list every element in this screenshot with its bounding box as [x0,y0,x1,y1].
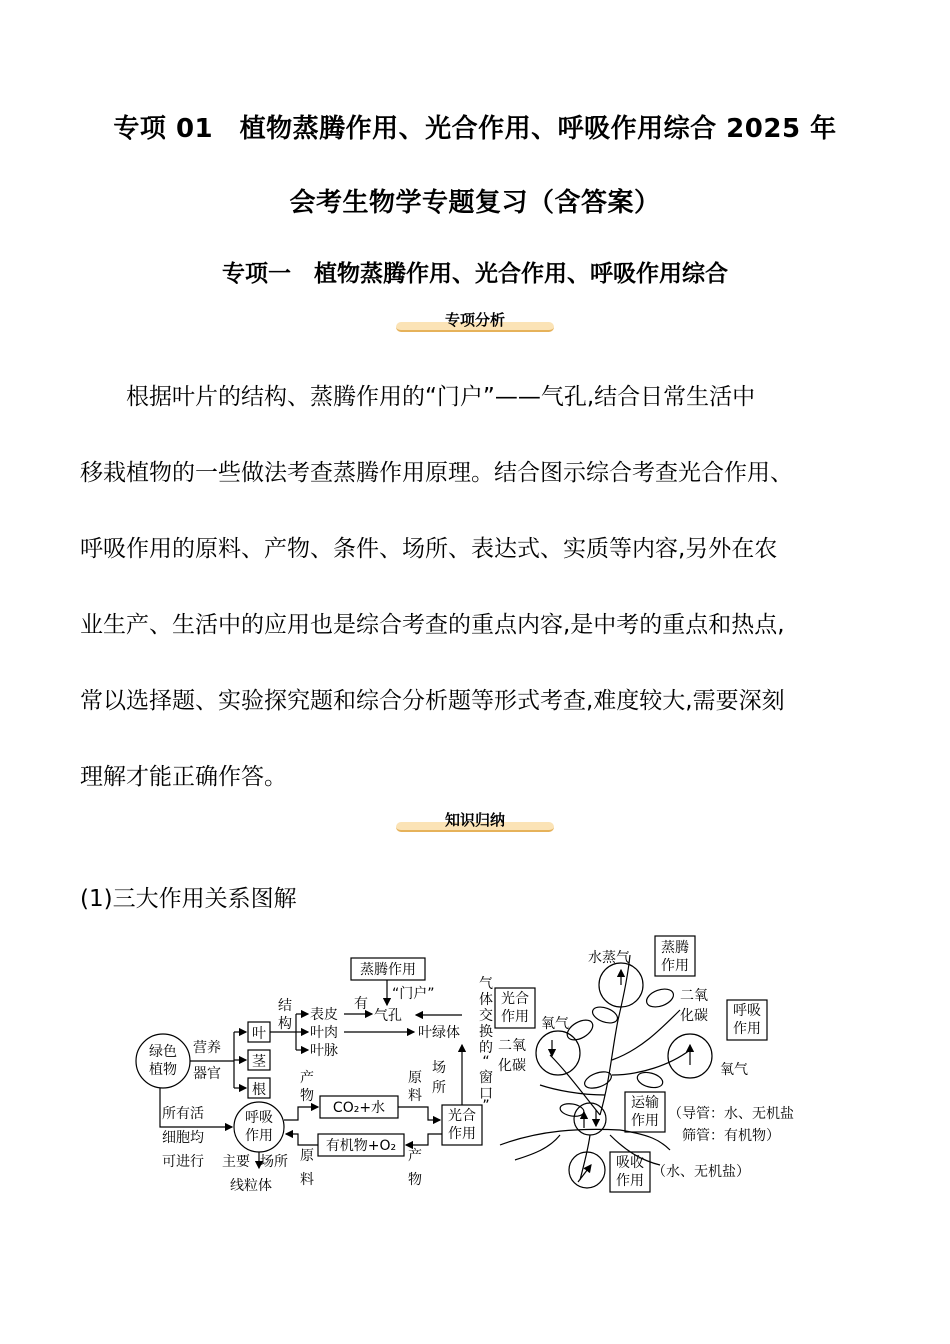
product-label-left-1: 产 [300,1070,314,1086]
window-char: 交 [479,1008,493,1024]
window-char: 气 [479,976,493,992]
main-place-label-1: 主要 [222,1154,250,1170]
analysis-badge-label: 专项分析 [444,311,505,329]
place-label-1: 场 [432,1060,446,1076]
window-char: “ [482,1054,490,1070]
absorb-label-1: 吸收 [616,1155,644,1171]
nutrition-label-1: 营养 [193,1040,221,1056]
photosynthesis-label-2: 作用 [448,1126,476,1142]
co2-label-left-1: 二氧 [498,1038,526,1054]
raw-label-right-1: 原 [408,1070,422,1086]
transpiration-label: 蒸腾作用 [360,962,416,978]
window-char: 体 [479,992,493,1008]
co2-label-left-2: 化碳 [498,1058,526,1074]
raw-label-left-1: 原 [300,1148,314,1164]
photosynthesis-label-1: 光合 [448,1108,476,1124]
paragraph-line: 理解才能正确作答。 [80,764,287,790]
window-char: 的 [479,1040,493,1056]
all-cells-label-2: 细胞均 [162,1130,204,1146]
respiration-right-label-1: 呼吸 [733,1003,761,1019]
transport-label-1: 运输 [631,1095,659,1111]
green-plant-label-2: 植物 [149,1062,177,1078]
respiration-label-2: 作用 [245,1128,273,1144]
product-label-right-1: 产 [408,1148,422,1164]
transpiration-right-label-b: 作用 [661,958,689,974]
transport-label-2: 作用 [631,1113,659,1129]
window-char: 窗 [479,1070,493,1086]
paragraph-line: 根据叶片的结构、蒸腾作用的“门户”——气孔,结合日常生活中 [80,384,756,410]
raw-label-left-2: 料 [300,1172,314,1188]
photosynthesis-right-label-2: 作用 [501,1009,529,1025]
green-plant-circle [136,1034,190,1088]
co2-water-label: CO₂+水 [332,1100,386,1116]
has-label: 有 [354,996,368,1012]
knowledge-badge-label: 知识归纳 [444,811,505,829]
document-title-line-2: 会考生物学专题复习（含答案） [289,188,661,218]
raw-label-right-2: 料 [408,1088,422,1104]
co2-label-right-1: 二氧 [680,988,708,1004]
plant-stem [600,955,630,1115]
chloroplast-label: 叶绿体 [418,1025,460,1041]
product-label-left-2: 物 [300,1088,314,1104]
oxygen-label-left: 氧气 [541,1016,569,1032]
all-cells-label-1: 所有活 [162,1106,204,1122]
paragraph-line: 常以选择题、实验探究题和综合分析题等形式考查,难度较大,需要深刻 [80,688,785,714]
co2-label-right-2: 化碳 [680,1008,708,1024]
vapor-label: 水蒸气 [588,950,630,966]
root-label: 根 [252,1082,266,1098]
paragraph-line: 移栽植物的一些做法考查蒸腾作用原理。结合图示综合考查光合作用、 [80,460,793,486]
structure-label-2: 构 [278,1016,292,1032]
respiration-right-label-2: 作用 [733,1021,761,1037]
main-place-label-2: 场所 [260,1154,288,1170]
oxygen-label-right: 氧气 [720,1062,748,1078]
transpiration-right-label-a: 蒸腾 [661,940,689,956]
mesophyll-label: 叶肉 [310,1025,338,1041]
paragraph-line: 业生产、生活中的应用也是综合考查的重点内容,是中考的重点和热点, [80,612,785,638]
door-label: “门户” [392,986,435,1002]
stoma-label: 气孔 [374,1008,402,1024]
window-char: ” [482,1098,490,1114]
section-heading: (1)三大作用关系图解 [80,886,297,912]
vein-label: 叶脉 [310,1043,338,1059]
leaf-label: 叶 [252,1026,266,1042]
transport-note-2: 筛管：有机物） [682,1128,780,1144]
window-char: 换 [479,1024,493,1040]
mitochondria-label: 线粒体 [230,1178,272,1194]
photosynthesis-leaf-circle [536,1031,580,1075]
transport-note-1: （导管：水、无机盐 [668,1106,794,1122]
document-title-line-1: 专项 01 植物蒸腾作用、光合作用、呼吸作用综合 2025 年 [113,114,837,144]
structure-label-1: 结 [278,998,292,1014]
section-subtitle: 专项一 植物蒸腾作用、光合作用、呼吸作用综合 [222,261,728,287]
all-cells-label-3: 可进行 [162,1154,204,1170]
window-char: 口 [479,1086,493,1102]
respiration-label-1: 呼吸 [245,1110,273,1126]
absorb-label-2: 作用 [616,1173,644,1189]
photosynthesis-right-label-1: 光合 [501,991,529,1007]
stem-label: 茎 [252,1054,266,1070]
organic-o2-label: 有机物+O₂ [325,1138,397,1154]
nutrition-label-2: 器官 [193,1066,221,1082]
paragraph-line: 呼吸作用的原料、产物、条件、场所、表达式、实质等内容,另外在农 [80,536,778,562]
green-plant-label-1: 绿色 [149,1044,177,1060]
product-label-right-2: 物 [408,1172,422,1188]
place-label-2: 所 [432,1080,446,1096]
absorb-note: （水、无机盐） [652,1164,750,1180]
epidermis-label: 表皮 [310,1007,338,1023]
